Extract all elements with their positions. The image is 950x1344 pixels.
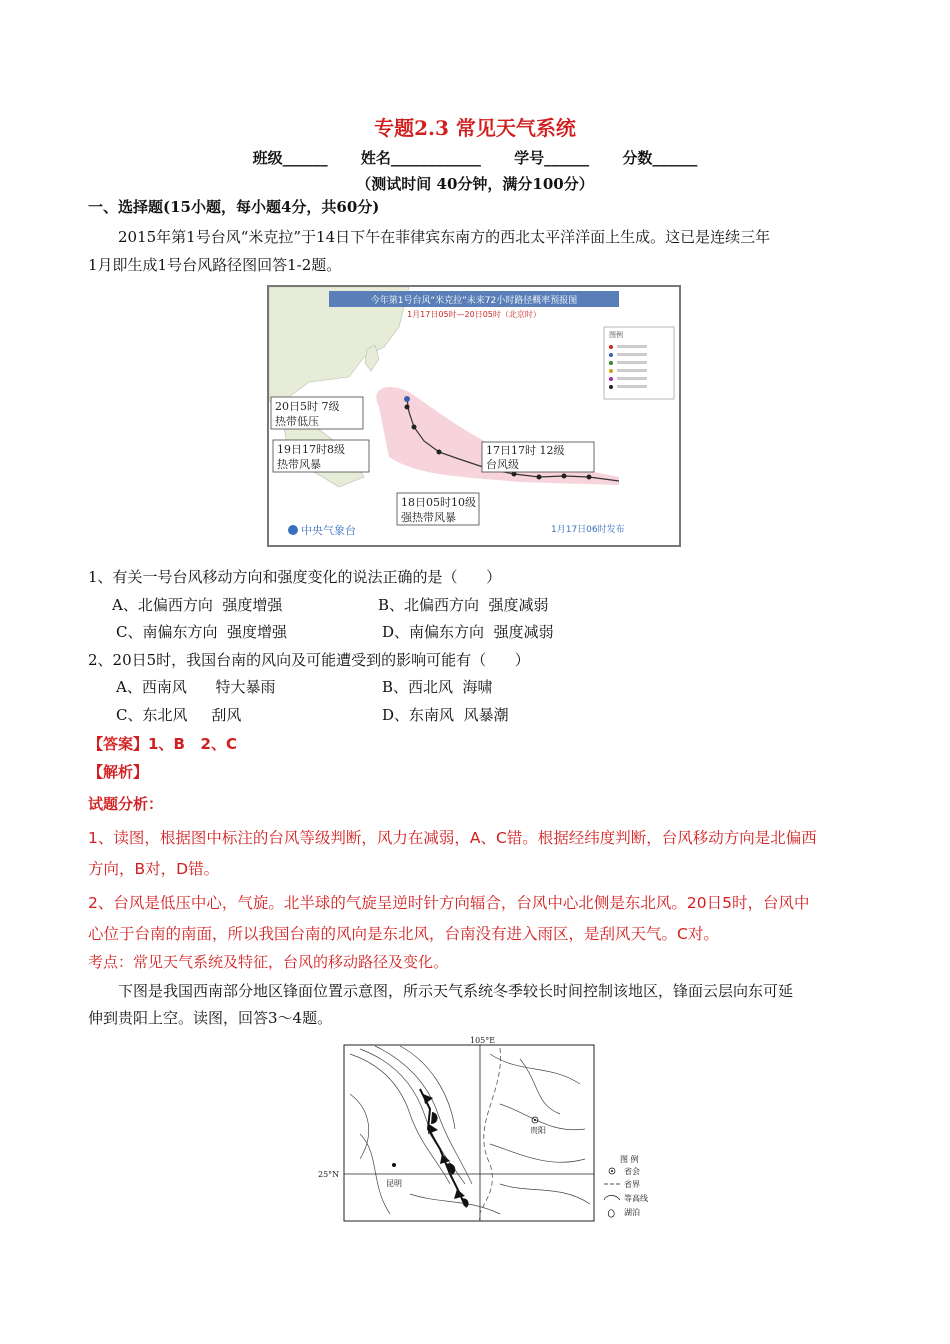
q1-option-a: A、北偏西方向 强度增强 [112,596,283,614]
city-kunming: 昆明 [386,1179,402,1188]
analysis-title: 试题分析： [88,795,164,813]
q2-option-a: A、西南风 特大暴雨 [116,678,276,696]
answer-line: 【答案】1、B 2、C [88,735,237,753]
page-title: 专题2.3 常见天气系统 [374,116,576,140]
analysis-points: 考点：常见天气系统及特征，台风的移动路径及变化。 [88,953,449,971]
longitude-label: 105°E [470,1036,496,1045]
label-17d-type: 台风级 [486,458,519,471]
q1-option-b: B、北偏西方向 强度减弱 [378,596,549,614]
map-title: 今年第1号台风“米克拉”未来72小时路径概率预报图 [370,296,578,306]
intro2-line: 伸到贵阳上空。读图，回答3～4题。 [88,1009,333,1027]
intro-line: 2015年第1号台风“米克拉”于14日下午在菲律宾东南方的西北太平洋洋面上生成。这已是连续三年 [118,228,771,246]
label-18d: 18日05时10级 [401,496,476,509]
legend-border: 省界 [624,1180,640,1189]
time-note: （测试时间 40分钟，满分100分） [356,175,594,193]
analysis-p2-line1: 2、台风是低压中心，气旋。北半球的气旋呈逆时针方向辐合，台风中心北侧是东北风。20日5时，台风中 [88,894,810,912]
front-position-map [300,1034,670,1224]
legend-title: 图 例 [620,1155,639,1164]
name-field: 姓名____________ [360,149,481,167]
label-20d-type: 热带低压 [275,415,319,428]
analysis-p1-line2: 方向，B对，D错。 [88,860,220,878]
label-20d: 20日5时 7级 [275,400,340,413]
label-19d: 19日17时8级 [277,443,345,456]
label-19d-type: 热带风暴 [277,458,321,471]
label-17d: 17日17时 12级 [486,444,565,457]
typhoon-track-map [267,285,681,547]
q1-option-d: D、南偏东方向 强度减弱 [382,623,554,641]
legend-lake: 湖泊 [624,1208,640,1217]
class-field: 班级______ [252,149,328,167]
map-legend-title: 图例 [609,331,623,339]
q2-stem: 2、20日5时，我国台南的风向及可能遭受到的影响可能有（ ） [88,651,530,669]
score-field: 分数______ [622,149,698,167]
student-id-field: 学号______ [514,149,590,167]
q2-option-b: B、西北风 海啸 [382,678,493,696]
latitude-label: 25°N [318,1170,340,1179]
label-18d-type: 强热带风暴 [401,511,456,524]
q1-option-c: C、南偏东方向 强度增强 [116,623,288,641]
issue-time: 1月17日06时发布 [551,525,625,535]
legend-capital: 省会 [624,1167,640,1176]
q2-option-d: D、东南风 风暴潮 [382,706,509,724]
student-info-row [0,147,950,168]
intro-line: 1月即生成1号台风路径图回答1-2题。 [88,256,342,274]
map-subtitle: 1月17日05时—20日05时（北京时） [407,310,541,319]
section-heading: 一、选择题(15小题，每小题4分，共60分) [88,198,380,216]
q1-stem: 1、有关一号台风移动方向和强度变化的说法正确的是（ ） [88,568,502,586]
intro2-line: 下图是我国西南部分地区锋面位置示意图，所示天气系统冬季较长时间控制该地区，锋面云层向东可延 [118,982,794,1000]
analysis-p2-line2: 心位于台南的南面，所以我国台南的风向是东北风，台南没有进入雨区，是刮风天气。C对。 [88,925,719,943]
agency-logo: 中央气象台 [301,524,356,537]
analysis-p1-line1: 1、读图，根据图中标注的台风等级判断，风力在减弱，A、C错。根据经纬度判断，台风移动方向是北偏西 [88,829,817,847]
q2-option-c: C、东北风 刮风 [116,706,242,724]
legend-contour: 等高线 [624,1194,648,1203]
analysis-label: 【解析】 [88,763,149,781]
city-guiyang: 贵阳 [530,1126,546,1135]
